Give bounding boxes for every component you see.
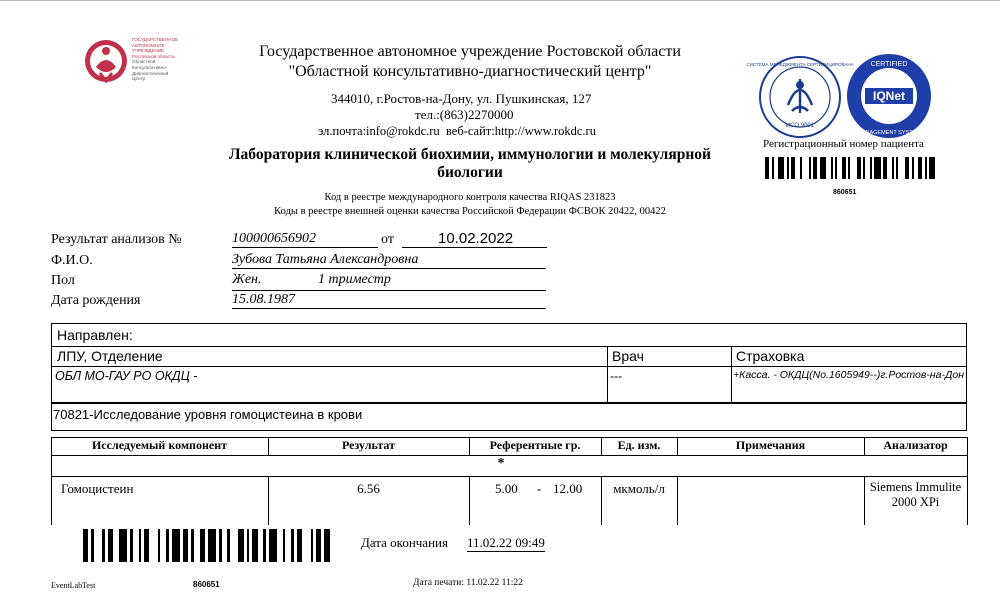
org-name-line1: Государственное автономное учреждение Ростовской области bbox=[259, 43, 681, 60]
barcode-bar bbox=[905, 157, 909, 179]
col-lpu-header: ЛПУ, Отделение bbox=[57, 348, 163, 364]
barcode-bar bbox=[263, 529, 266, 562]
study-box bbox=[51, 403, 967, 431]
page-top-border bbox=[0, 0, 1000, 1]
dob-label: Дата рождения bbox=[51, 293, 141, 308]
patient-dob: 15.08.1987 bbox=[232, 292, 546, 309]
org-phone: тел.:(863)2270000 bbox=[415, 107, 514, 122]
col-insurance-header: Страховка bbox=[736, 348, 805, 364]
barcode-bar bbox=[835, 157, 837, 179]
referral-divider-2 bbox=[52, 366, 966, 367]
barcode-bar bbox=[848, 157, 850, 179]
org-name-line2: "Областной консультативно-диагностический центр" bbox=[288, 63, 652, 80]
barcode-bar bbox=[778, 157, 784, 179]
results-table bbox=[51, 437, 967, 525]
barcode-bar bbox=[831, 157, 833, 179]
referral-box bbox=[51, 323, 967, 403]
sex-underline bbox=[232, 290, 546, 291]
reg-number-label: Регистрационный номер пациента bbox=[763, 138, 924, 150]
barcode-bar bbox=[772, 157, 774, 179]
barcode-bar bbox=[316, 529, 321, 562]
barcode-bar bbox=[144, 529, 149, 562]
referral-vline-1 bbox=[607, 346, 608, 403]
logo-text-7: Центр bbox=[132, 76, 146, 82]
barcode-bar bbox=[238, 529, 243, 562]
barcode-bar bbox=[820, 157, 826, 179]
barcode-bar bbox=[813, 157, 817, 179]
barcode-bar bbox=[130, 529, 133, 562]
patient-trimester: 1 триместр bbox=[318, 272, 391, 287]
footer-barcode bbox=[83, 529, 330, 562]
logo-emblem-icon bbox=[84, 37, 130, 87]
header-reference: Референтные гр. bbox=[489, 438, 581, 452]
footer-code: 860651 bbox=[193, 580, 220, 589]
barcode-bar bbox=[311, 529, 314, 562]
barcode-bar bbox=[883, 157, 887, 179]
eventlab-label: EventLabTest bbox=[51, 581, 96, 590]
logo-text-4: Областной bbox=[132, 59, 156, 65]
row-vline-2 bbox=[469, 477, 470, 525]
sex-label: Пол bbox=[51, 273, 75, 288]
header-component: Исследуемый компонент bbox=[91, 438, 228, 452]
barcode-bar bbox=[102, 529, 105, 562]
end-date: 11.02.22 09:49 bbox=[467, 535, 545, 550]
row-component: Гомоцистеин bbox=[61, 481, 134, 496]
barcode-bar bbox=[912, 157, 914, 179]
section-marker: * bbox=[497, 456, 505, 471]
barcode-bar bbox=[800, 157, 802, 179]
barcode-bar bbox=[857, 157, 861, 179]
barcode-bar bbox=[200, 529, 205, 562]
patient-fio: Зубова Татьяна Александровна bbox=[232, 252, 546, 269]
referral-title: Направлен: bbox=[57, 327, 133, 343]
barcode-bar bbox=[183, 529, 188, 562]
iqnet-bottom-text: MANAGEMENT SYSTEM bbox=[857, 130, 921, 136]
org-address: 344010, г.Ростов-на-Дону, ул. Пушкинская, 127 bbox=[331, 91, 592, 106]
barcode-bar bbox=[283, 529, 286, 562]
barcode-bar bbox=[158, 529, 161, 562]
logo-text-2: АВТОНОМНОЕ УЧРЕЖДЕНИЕ bbox=[132, 42, 165, 54]
header-analyzer: Анализатор bbox=[883, 438, 948, 452]
row-ref-low: 5.00 bbox=[495, 481, 518, 496]
result-date: 10.02.2022 bbox=[402, 230, 547, 248]
barcode-bar bbox=[929, 157, 935, 179]
patient-sex: Жен. bbox=[232, 272, 262, 287]
referral-insurance: +Касса. - ОКДЦ(No.1605949--)г.Ростов-на-Дон bbox=[733, 369, 964, 381]
hdr-vline-5 bbox=[864, 437, 865, 455]
barcode-bar bbox=[247, 529, 250, 562]
fsvok-codes: Коды в реестре внешней оценки качества Российской Федерации ФСВОК 20422, 00422 bbox=[274, 206, 666, 217]
row-analyzer: Siemens Immulite 2000 XPi bbox=[869, 480, 962, 509]
referral-divider-1 bbox=[52, 346, 966, 347]
barcode-bar bbox=[842, 157, 846, 179]
barcode-bar bbox=[324, 529, 329, 562]
barcode-bar bbox=[208, 529, 216, 562]
row-result: 6.56 bbox=[357, 481, 380, 496]
barcode-bar bbox=[892, 157, 894, 179]
hdr-vline-3 bbox=[601, 437, 602, 455]
barcode-bar bbox=[297, 529, 302, 562]
end-date-label: Дата окончания bbox=[361, 535, 448, 550]
patient-code-top: 860651 bbox=[833, 189, 857, 196]
barcode-bar bbox=[172, 529, 180, 562]
barcode-bar bbox=[227, 529, 230, 562]
row-ref-high: 12.00 bbox=[553, 481, 583, 496]
fio-label: Ф.И.О. bbox=[51, 253, 93, 268]
barcode-bar bbox=[269, 529, 277, 562]
iso-badge-text: ИСО 9001 bbox=[785, 123, 815, 129]
iqnet-badge-icon bbox=[845, 52, 933, 140]
barcode-bar bbox=[291, 529, 294, 562]
logo-text-1: ГОСУДАРСТВЕННОЕ bbox=[132, 37, 179, 42]
logo-text-6: Диагностический bbox=[132, 70, 169, 76]
barcode-bar bbox=[791, 157, 795, 179]
logo-text-5: Консультативно- bbox=[132, 64, 168, 70]
lab-title: Лаборатория клинической биохимии, иммунологии и молекулярной биологии bbox=[229, 146, 711, 181]
barcode-bar bbox=[252, 529, 257, 562]
print-date: Дата печати: 11.02.22 11:22 bbox=[413, 578, 523, 588]
header-result: Результат bbox=[341, 438, 395, 452]
barcode-bar bbox=[108, 529, 113, 562]
barcode-bar bbox=[219, 529, 222, 562]
barcode-bar bbox=[765, 157, 769, 179]
logo-text-3: Ростовской области bbox=[132, 53, 175, 59]
barcode-bar bbox=[191, 529, 194, 562]
barcode-bar bbox=[119, 529, 127, 562]
barcode-bar bbox=[870, 157, 872, 179]
org-contacts: эл.почта:info@rokdc.ru веб-сайт:http://www.rokdc.ru bbox=[318, 124, 596, 138]
hdr-vline-1 bbox=[268, 437, 269, 455]
referral-doctor: --- bbox=[610, 369, 622, 383]
study-name: 70821-Исследование уровня гомоцистеина в крови bbox=[53, 407, 363, 422]
barcode-bar bbox=[863, 157, 865, 179]
referral-vline-2 bbox=[731, 346, 732, 403]
barcode-bar bbox=[925, 157, 927, 179]
col-doctor-header: Врач bbox=[612, 348, 644, 364]
result-number: 100000656902 bbox=[232, 231, 378, 248]
from-label: от bbox=[381, 232, 394, 247]
barcode-bar bbox=[809, 157, 811, 179]
row-vline-4 bbox=[677, 477, 678, 525]
barcode-bar bbox=[91, 529, 94, 562]
row-unit: мкмоль/л bbox=[613, 481, 665, 496]
patient-barcode bbox=[765, 157, 940, 179]
hdr-vline-2 bbox=[469, 437, 470, 455]
barcode-bar bbox=[874, 157, 880, 179]
org-logo bbox=[84, 35, 184, 91]
iqnet-top-text: CERTIFIED bbox=[870, 61, 908, 68]
iso-badge-ring-text: СИСТЕМА МЕНЕДЖМЕНТА СЕРТИФИЦИРОВАНА bbox=[746, 62, 854, 67]
barcode-bar bbox=[918, 157, 922, 179]
referral-lpu: ОБЛ МО-ГАУ РО ОКДЦ - bbox=[55, 369, 198, 383]
riqas-code: Код в реестре международного контроля качества RIQAS 231823 bbox=[324, 192, 616, 203]
iqnet-logo-text: IQNet bbox=[872, 89, 906, 103]
barcode-bar bbox=[83, 529, 88, 562]
hdr-vline-4 bbox=[677, 437, 678, 455]
marker-row-bottom-line bbox=[51, 476, 967, 477]
barcode-bar bbox=[166, 529, 169, 562]
barcode-bar bbox=[139, 529, 142, 562]
header-notes: Примечания bbox=[735, 438, 806, 452]
iso-9001-badge-icon bbox=[746, 55, 854, 139]
row-ref-dash: - bbox=[537, 481, 542, 496]
header-unit: Ед. изм. bbox=[617, 438, 661, 452]
barcode-bar bbox=[896, 157, 898, 179]
barcode-bar bbox=[787, 157, 789, 179]
result-label: Результат анализов № bbox=[51, 232, 182, 247]
